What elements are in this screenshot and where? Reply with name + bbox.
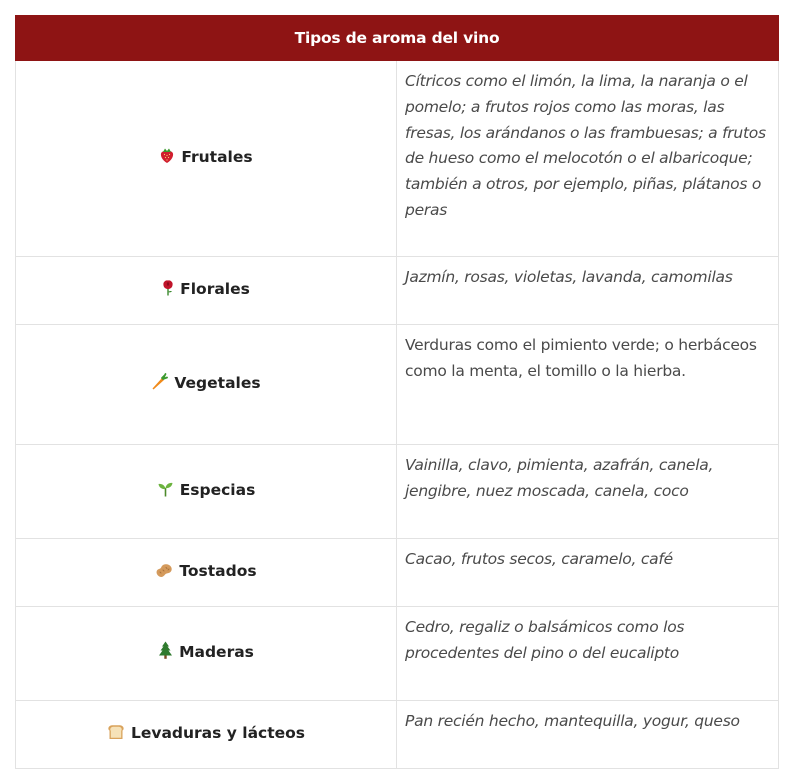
table-title: Tipos de aroma del vino [16,16,779,61]
peanut-icon [155,561,173,587]
table-row [16,539,779,607]
strawberry-icon [159,147,175,173]
aroma-description-cell [397,61,779,257]
bread-icon [107,723,125,749]
carrot-icon [151,373,168,399]
evergreen-tree-icon [158,641,173,668]
aroma-name: Maderas [179,642,254,661]
aroma-description-cell [397,325,779,445]
aroma-name-cell [16,61,397,257]
aroma-description: Cedro, regaliz o balsámicos como los procedentes del pino o del eucalipto [405,618,685,662]
aroma-types-table [15,15,779,769]
aroma-description: Vainilla, clavo, pimienta, azafrán, canela, jengibre, nuez moscada, canela, coco [405,456,714,500]
aroma-description-cell [397,257,779,325]
aroma-name: Vegetales [174,373,261,392]
aroma-description-cell [397,701,779,769]
aroma-description: Jazmín, rosas, violetas, lavanda, camomilas [405,268,733,286]
table-row [16,445,779,539]
aroma-name-cell [16,257,397,325]
aroma-name-cell [16,539,397,607]
aroma-description-cell [397,607,779,701]
table-row [16,257,779,325]
aroma-description-cell [397,539,779,607]
table-row [16,325,779,445]
aroma-name-cell [16,701,397,769]
aroma-description: Cacao, frutos secos, caramelo, café [405,550,673,568]
aroma-name-cell [16,445,397,539]
table-row [16,61,779,257]
aroma-table-container [15,15,778,769]
table-row [16,607,779,701]
aroma-name: Tostados [179,561,257,580]
aroma-name: Frutales [181,147,253,166]
aroma-name-cell [16,607,397,701]
aroma-description-cell [397,445,779,539]
aroma-name: Levaduras y lácteos [130,723,306,742]
seedling-icon [157,480,174,506]
aroma-description: Verduras como el pimiento verde; o herbáceos como la menta, el tomillo o la hierba. [405,336,757,380]
rose-icon [162,279,174,305]
aroma-name: Especias [179,480,256,499]
table-row [16,701,779,769]
table-header-row [16,16,779,61]
aroma-name: Florales [180,279,250,298]
aroma-description: Pan recién hecho, mantequilla, yogur, queso [405,712,740,730]
aroma-name-cell [16,325,397,445]
aroma-description: Cítricos como el limón, la lima, la naranja o el pomelo; a frutos rojos como las moras, las fresas, los arándanos o las frambuesas; a frutos de hueso como el melocotón o el albaricoque; también a otros, por ejemplo, piñas, plátanos o peras [405,72,766,219]
